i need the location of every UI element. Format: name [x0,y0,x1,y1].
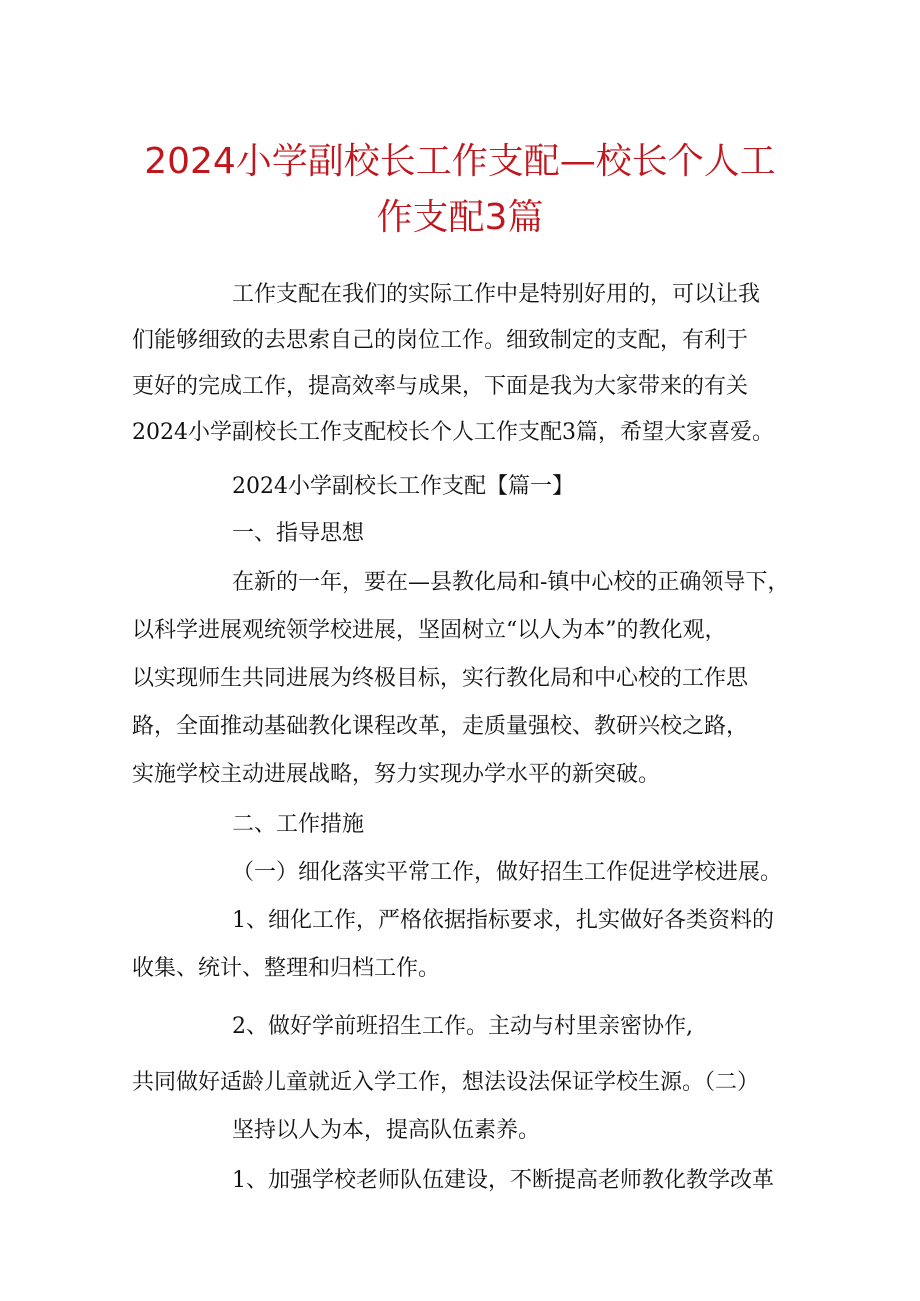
document-title-line-2: 作支配3篇 [376,197,544,238]
paragraph-line: 在新的一年，要在—县教化局和-镇中心校的正确领导下， [232,570,790,595]
paragraph-line: 2024小学副校长工作支配校长个人工作支配3篇，希望大家喜爱。 [132,420,774,445]
paragraph-line: 工作支配在我们的实际工作中是特别好用的，可以让我 [232,282,761,307]
paragraph-line: 以科学进展观统领学校进展，坚固树立“以人为本”的教化观， [132,618,727,643]
paragraph-line: 坚持以人为本，提高队伍素养。 [232,1118,541,1143]
paragraph-line: 1、细化工作，严格依据指标要求，扎实做好各类资料的 [232,908,774,933]
section-heading: 一、指导思想 [232,521,365,546]
paragraph-line: 共同做好适龄儿童就近入学工作，想法设法保证学校生源。（二） [132,1070,760,1095]
paragraph-line: 们能够细致的去思索自己的岗位工作。细致制定的支配，有利于 [132,328,749,353]
paragraph-line: 更好的完成工作，提高效率与成果，下面是我为大家带来的有关 [132,374,749,399]
paragraph-line: 2、做好学前班招生工作。主动与村里亲密协作, [232,1014,693,1039]
document-title-line-1: 2024小学副校长工作支配—校长个人工 [144,141,776,182]
section-heading: 二、工作措施 [232,812,365,837]
paragraph-line: 1、加强学校老师队伍建设，不断提高老师教化教学改革 [232,1168,774,1193]
paragraph-line: 以实现师生共同进展为终极目标，实行教化局和中心校的工作思 [132,666,749,691]
paragraph-line: 实施学校主动进展战略，努力实现办学水平的新突破。 [132,762,661,787]
paragraph-line: 路，全面推动基础教化课程改革，走质量强校、教研兴校之路， [132,714,749,739]
section-heading: 2024小学副校长工作支配【篇一】 [232,474,574,499]
paragraph-line: （一）细化落实平常工作，做好招生工作促进学校进展。 [232,860,783,885]
paragraph-line: 收集、统计、整理和归档工作。 [132,956,441,981]
